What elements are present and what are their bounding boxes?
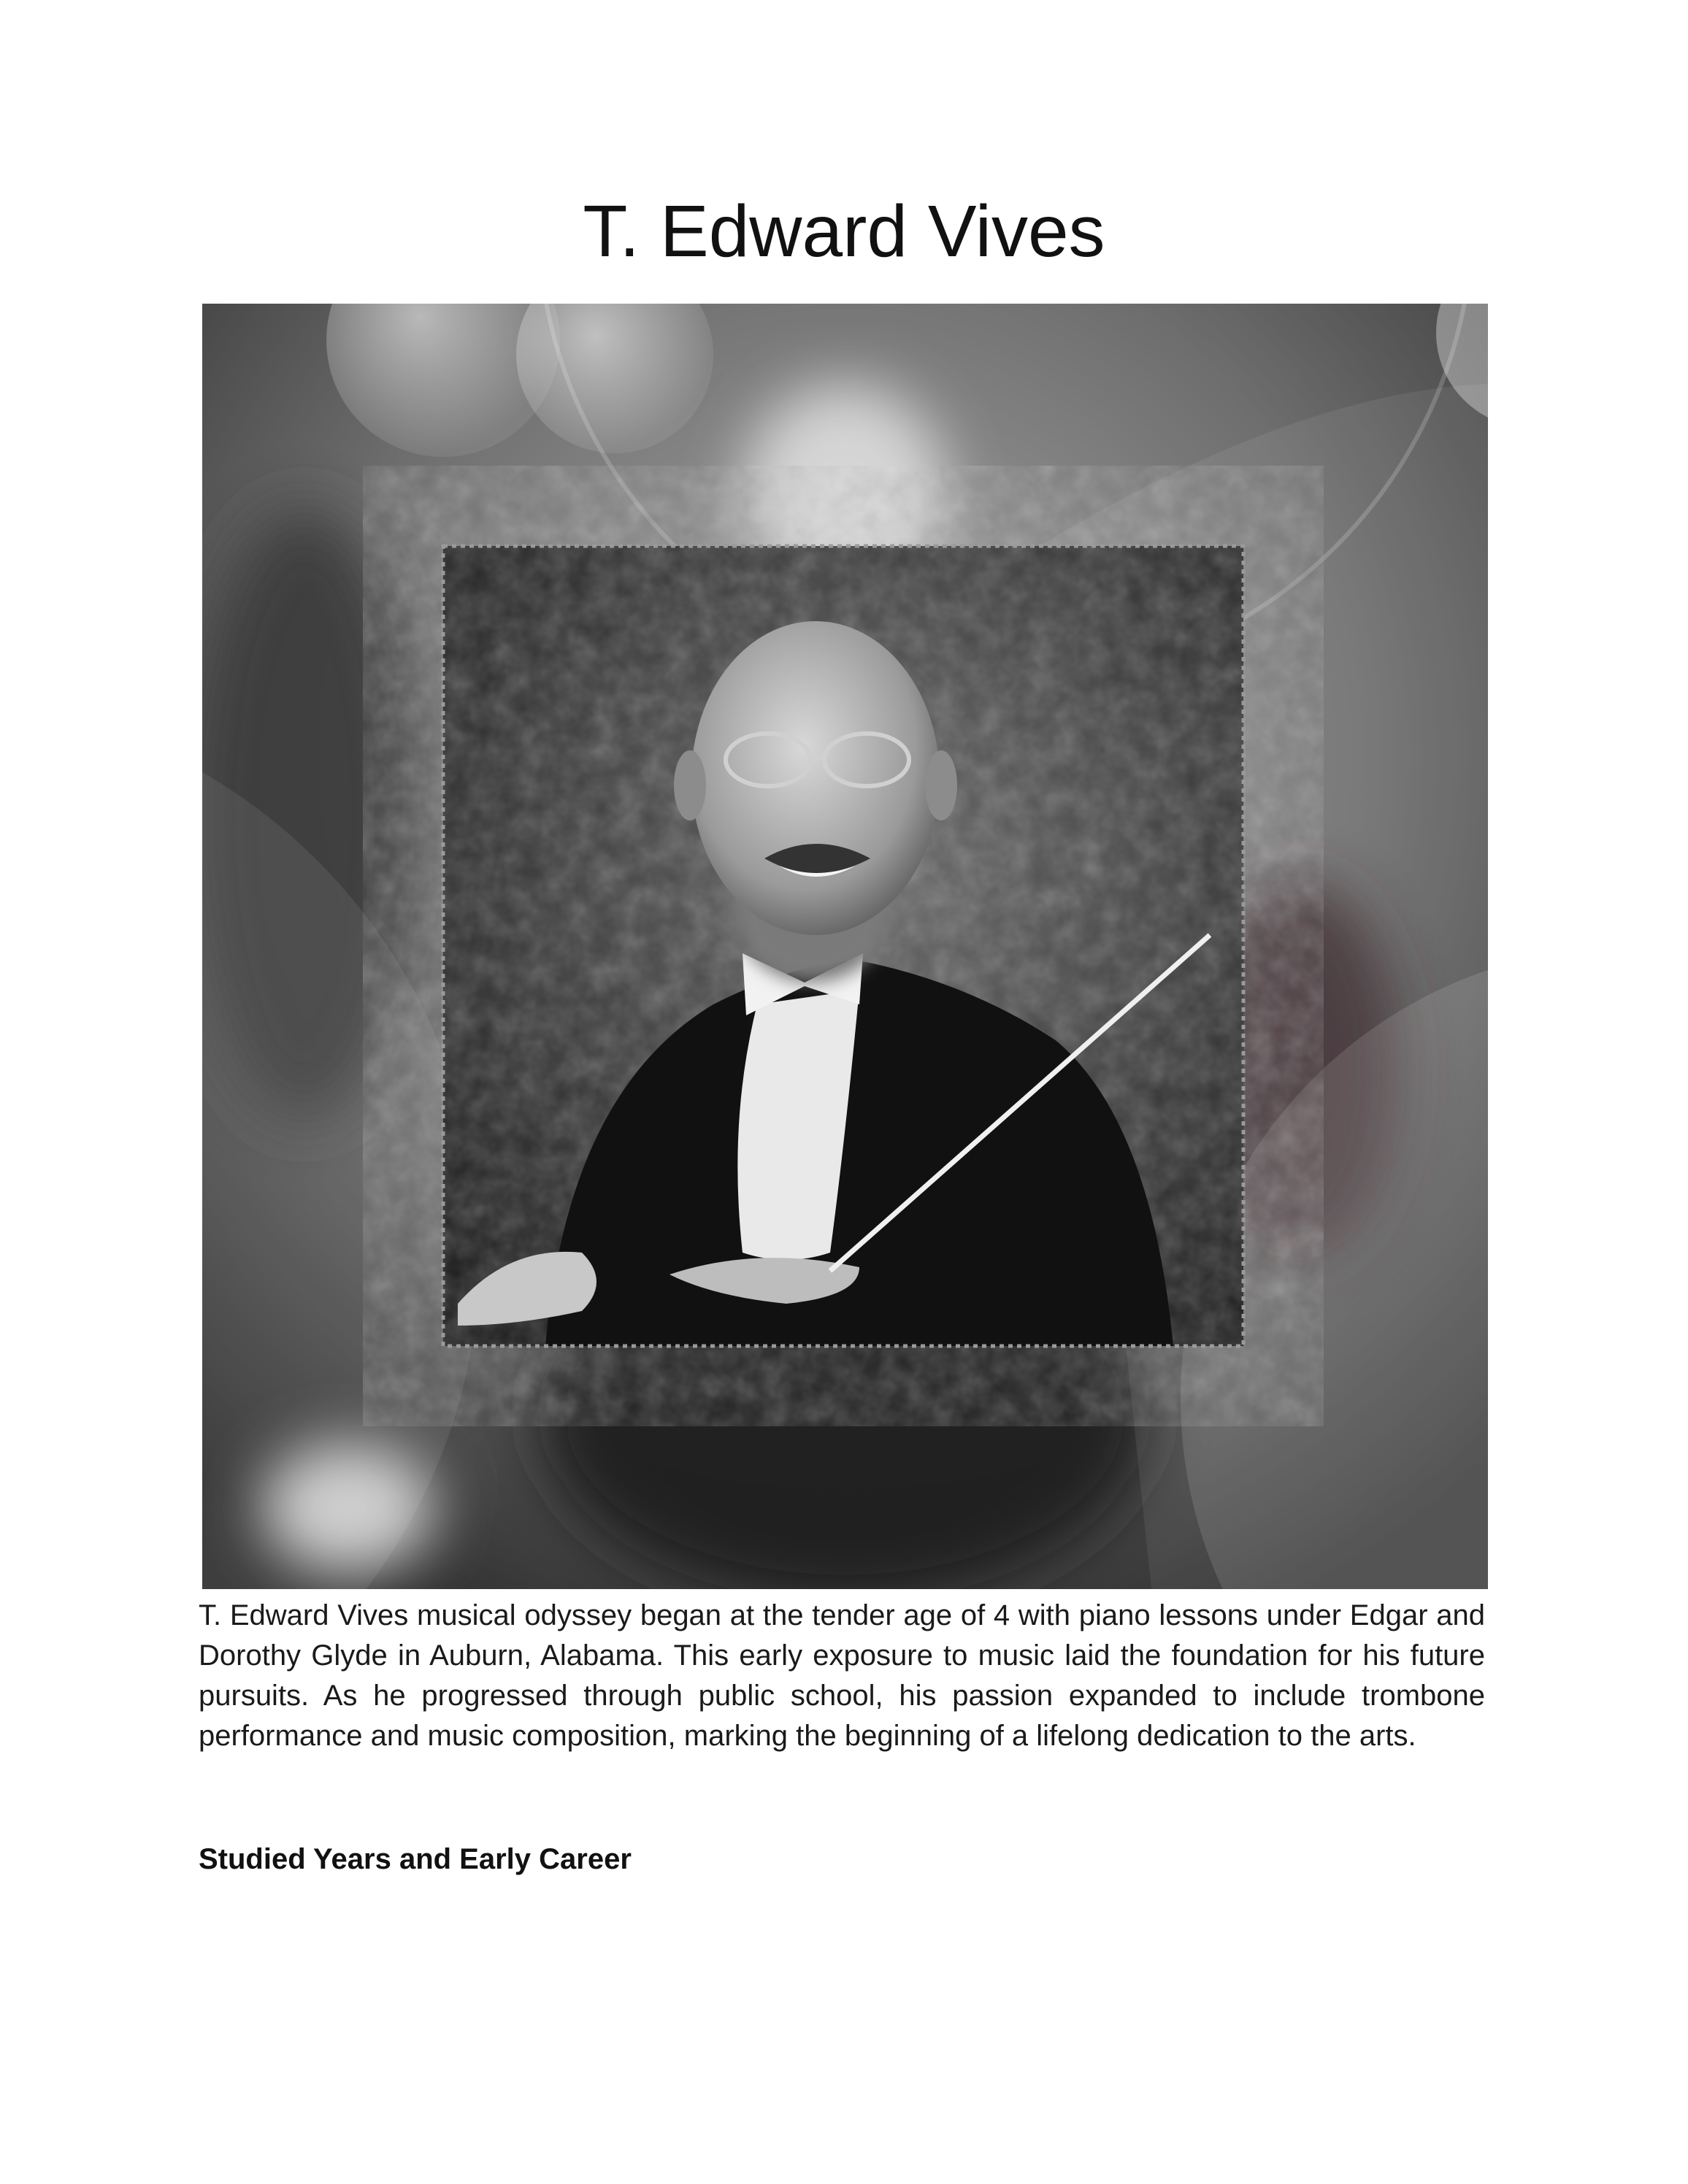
portrait-figure: [202, 304, 1488, 1589]
biography-paragraph: T. Edward Vives musical odyssey began at the tender age of 4 with piano lessons under Edgar and Dorothy Glyde in Auburn, Alabama. This early exposure to music laid the foundation for his future pursuits. As he progressed through public school, his passion expanded to include trombone performance and music composition, marking the beginning of a lifelong dedication to the arts.: [199, 1599, 1485, 1752]
page-title: T. Edward Vives: [583, 191, 1105, 272]
portrait-photo: [202, 304, 1488, 1589]
inner-portrait: [443, 546, 1243, 1346]
section-heading: Studied Years and Early Career: [199, 1843, 632, 1875]
